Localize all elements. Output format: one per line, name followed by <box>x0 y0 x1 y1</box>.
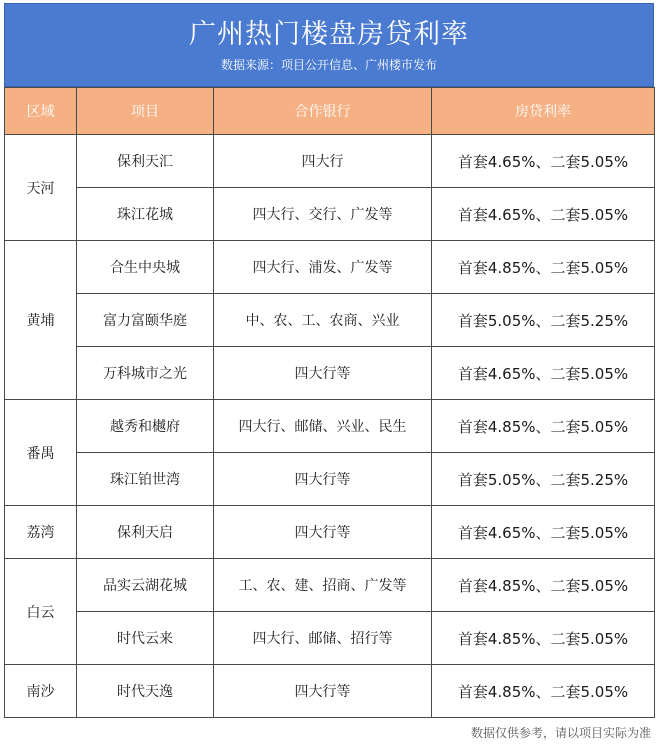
column-header-district: 区域 <box>5 88 77 135</box>
rate-cell: 首套4.85%、二套5.05% <box>432 612 655 665</box>
project-cell: 珠江花城 <box>77 188 214 241</box>
district-cell: 天河 <box>5 135 77 241</box>
banks-cell: 四大行等 <box>214 453 432 506</box>
table-row <box>5 665 655 718</box>
banks-cell: 四大行、邮储、招行等 <box>214 612 432 665</box>
data-source-note: 数据来源：项目公开信息、广州楼市发布 <box>220 58 437 72</box>
column-header-project: 项目 <box>77 88 214 135</box>
project-cell: 保利天汇 <box>77 135 214 188</box>
district-cell: 荔湾 <box>5 506 77 559</box>
banks-cell: 中、农、工、农商、兴业 <box>214 294 432 347</box>
rate-cell: 首套4.65%、二套5.05% <box>432 506 655 559</box>
column-header-rate: 房贷利率 <box>432 88 655 135</box>
table-row <box>5 188 655 241</box>
table-row <box>5 506 655 559</box>
district-cell: 南沙 <box>5 665 77 718</box>
table-header-row <box>5 88 655 135</box>
table-row <box>5 612 655 665</box>
table-row <box>5 347 655 400</box>
rate-cell: 首套4.85%、二套5.05% <box>432 400 655 453</box>
rate-cell: 首套4.85%、二套5.05% <box>432 241 655 294</box>
table-row <box>5 400 655 453</box>
project-cell: 时代云来 <box>77 612 214 665</box>
project-cell: 合生中央城 <box>77 241 214 294</box>
page-title: 广州热门楼盘房贷利率 <box>189 19 469 50</box>
project-cell: 越秀和樾府 <box>77 400 214 453</box>
district-cell: 黄埔 <box>5 241 77 400</box>
banks-cell: 四大行等 <box>214 506 432 559</box>
project-cell: 富力富颐华庭 <box>77 294 214 347</box>
project-cell: 品实云湖花城 <box>77 559 214 612</box>
rate-cell: 首套4.85%、二套5.05% <box>432 665 655 718</box>
table-row <box>5 135 655 188</box>
column-header-banks: 合作银行 <box>214 88 432 135</box>
district-cell: 番禺 <box>5 400 77 506</box>
project-cell: 万科城市之光 <box>77 347 214 400</box>
project-cell: 珠江铂世湾 <box>77 453 214 506</box>
district-cell: 白云 <box>5 559 77 665</box>
banks-cell: 四大行等 <box>214 665 432 718</box>
banks-cell: 四大行、交行、广发等 <box>214 188 432 241</box>
banks-cell: 四大行、邮储、兴业、民生 <box>214 400 432 453</box>
rate-cell: 首套5.05%、二套5.25% <box>432 294 655 347</box>
rate-cell: 首套5.05%、二套5.25% <box>432 453 655 506</box>
banks-cell: 四大行、浦发、广发等 <box>214 241 432 294</box>
rate-cell: 首套4.65%、二套5.05% <box>432 347 655 400</box>
table-row <box>5 559 655 612</box>
mortgage-rate-table <box>4 87 655 718</box>
rate-cell: 首套4.65%、二套5.05% <box>432 135 655 188</box>
project-cell: 时代天逸 <box>77 665 214 718</box>
banks-cell: 四大行 <box>214 135 432 188</box>
banks-cell: 工、农、建、招商、广发等 <box>214 559 432 612</box>
table-row <box>5 294 655 347</box>
table-row <box>5 241 655 294</box>
project-cell: 保利天启 <box>77 506 214 559</box>
banks-cell: 四大行等 <box>214 347 432 400</box>
disclaimer-note: 数据仅供参考，请以项目实际为准 <box>470 726 651 740</box>
table-row <box>5 453 655 506</box>
rate-cell: 首套4.85%、二套5.05% <box>432 559 655 612</box>
rate-cell: 首套4.65%、二套5.05% <box>432 188 655 241</box>
title-banner <box>4 3 654 87</box>
